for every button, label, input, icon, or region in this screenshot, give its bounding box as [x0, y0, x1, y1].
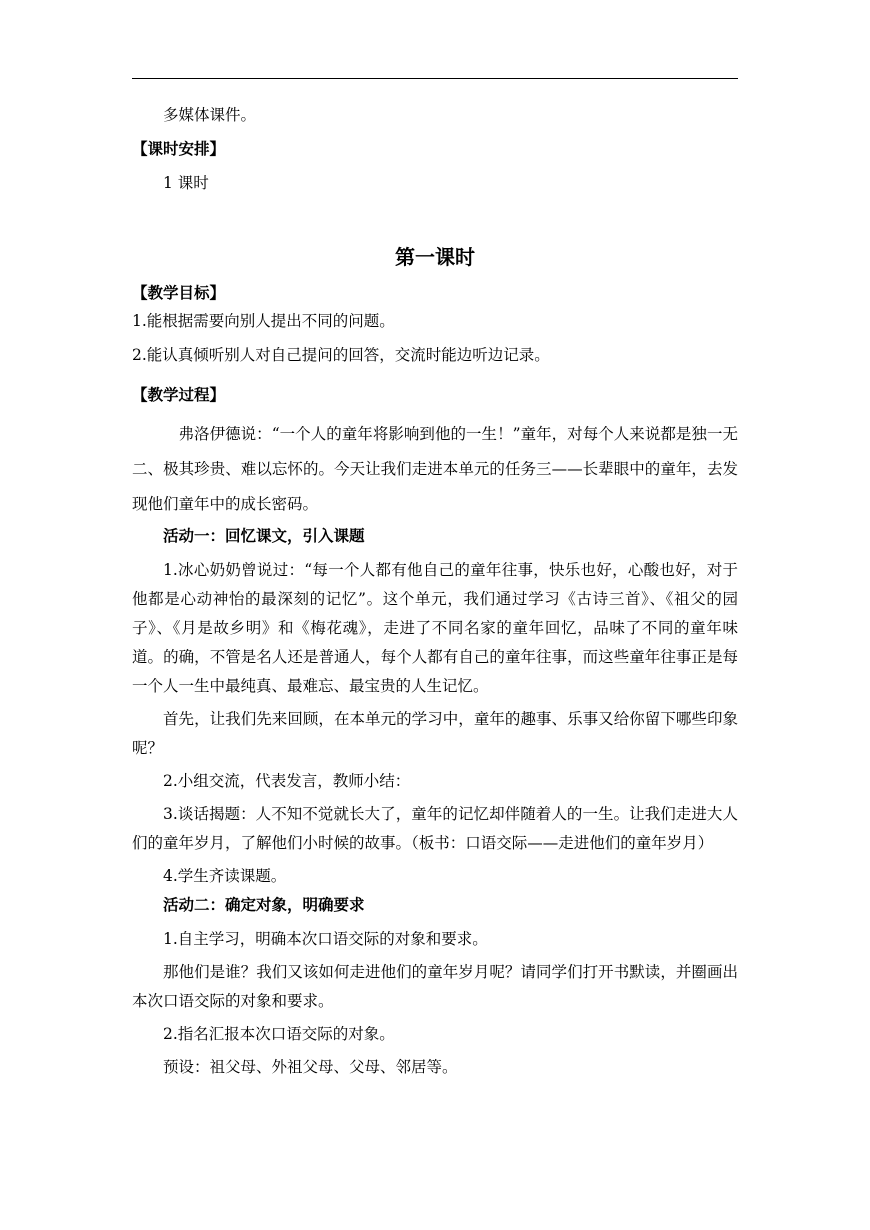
goal-item: 2.能认真倾听别人对自己提问的回答，交流时能边听边记录。 — [132, 346, 550, 364]
activity1-paragraph: 1.冰心奶奶曾说过：“每一个人都有他自己的童年往事，快乐也好，心酸也好，对于他都是心动神怡的最深刻的记忆”。这个单元，我们通过学习《古诗三首》、《祖父的园子》、《月是故乡明》和《梅花魂》，走进了不同名家的童年回忆，品味了不同的童年味道。的确，不管是名人还是普通人，每个人都有自己的童年往事，而这些童年往事正是每一个人一生中最纯真、最难忘、最宝贵的人生记忆。 — [132, 561, 738, 695]
header-rule — [132, 78, 738, 79]
lesson-title: 第一课时 — [395, 245, 475, 269]
activity2-title: 活动二：确定对象，明确要求 — [163, 896, 365, 914]
activity1-paragraph: 首先，让我们先来回顾，在本单元的学习中，童年的趣事、乐事又给你留下哪些印象呢？ — [132, 710, 738, 757]
activity1-paragraph: 2.小组交流，代表发言，教师小结： — [163, 772, 411, 790]
schedule-heading: 【课时安排】 — [132, 140, 226, 158]
goals-heading: 【教学目标】 — [132, 284, 226, 302]
activity1-title: 活动一：回忆课文，引入课题 — [163, 527, 365, 545]
activity1-paragraph: 3.谈话揭题：人不知不觉就长大了，童年的记忆却伴随着人的一生。让我们走进大人们的童年岁月，了解他们小时候的故事。（板书：口语交际——走进他们的童年岁月） — [132, 805, 738, 852]
schedule-text: 1 课时 — [163, 174, 209, 192]
process-intro: 弗洛伊德说：“一个人的童年将影响到他的一生！”童年，对每个人来说都是独一无二、极其珍贵、难以忘怀的。今天让我们走进本单元的任务三——长辈眼中的童年，去发现他们童年中的成长密码。 — [132, 425, 738, 513]
materials-text: 多媒体课件。 — [163, 106, 257, 124]
document-page — [132, 105, 738, 1086]
activity1-paragraph: 4.学生齐读课题。 — [163, 867, 287, 885]
process-heading: 【教学过程】 — [132, 386, 226, 404]
activity2-paragraph: 2.指名汇报本次口语交际的对象。 — [163, 1025, 395, 1043]
activity2-paragraph: 预设：祖父母、外祖父母、父母、邻居等。 — [163, 1058, 458, 1076]
goal-item: 1.能根据需要向别人提出不同的问题。 — [132, 312, 395, 330]
activity2-paragraph: 1.自主学习，明确本次口语交际的对象和要求。 — [163, 930, 488, 948]
activity2-paragraph: 那他们是谁？我们又该如何走进他们的童年岁月呢？请同学们打开书默读，并圈画出本次口语交际的对象和要求。 — [132, 963, 738, 1010]
